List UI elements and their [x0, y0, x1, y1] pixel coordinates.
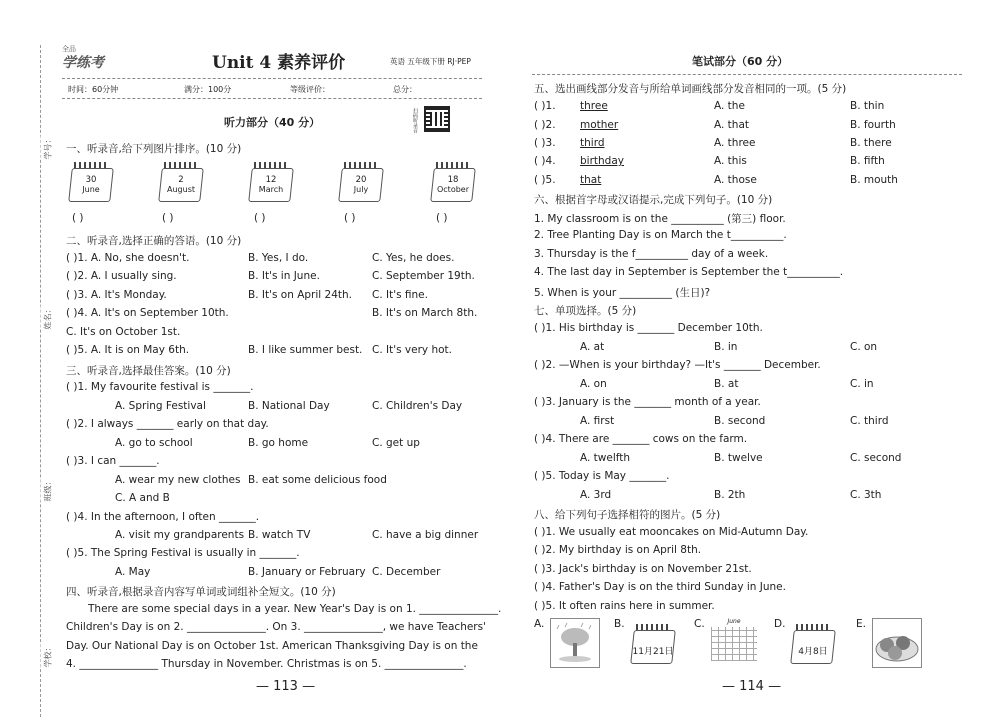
s2-q4: ( )4. A. It's on September 10th.: [66, 307, 229, 319]
time-label: 时间：60分钟: [68, 85, 119, 94]
pic-label-e: E.: [856, 618, 866, 630]
gutter-name: 姓名：: [41, 306, 56, 330]
calendar-1: 30 June: [68, 160, 114, 204]
s6-q3: 3. Thursday is the f__________ day of a week.: [534, 248, 769, 260]
logo: 学练考: [62, 55, 104, 71]
pic-label-b: B.: [614, 618, 625, 630]
gutter-school: 学校：: [41, 644, 56, 668]
section-3-heading: 三、听录音,选择最佳答案。(10 分): [66, 365, 231, 377]
s8-q5: ( )5. It often rains here in summer.: [534, 600, 715, 612]
s8-q1: ( )1. We usually eat mooncakes on Mid-Autumn Day.: [534, 526, 809, 538]
s2-q3: ( )3. A. It's Monday.: [66, 289, 167, 301]
section-2-heading: 二、听录音,选择正确的答语。(10 分): [66, 235, 242, 247]
s7-q2: ( )2. —When is your birthday? —It's _______ December.: [534, 359, 821, 371]
s2-q1: ( )1. A. No, she doesn't.: [66, 252, 190, 264]
s5-word-3: third: [580, 137, 605, 149]
s2-q5: ( )5. A. It is on May 6th.: [66, 344, 190, 356]
s8-q2: ( )2. My birthday is on April 8th.: [534, 544, 702, 556]
written-title: 笔试部分（60 分）: [692, 55, 789, 68]
answer-blank-4[interactable]: ( ): [344, 212, 356, 224]
calendar-june-image: June: [708, 618, 760, 666]
passage-line-4: 4. _______________ Thursday in November. Christmas is on 5. _______________.: [66, 658, 467, 670]
calendar-5: 18 October: [430, 160, 476, 204]
s6-q2: 2. Tree Planting Day is on March the t__________.: [534, 229, 787, 241]
mooncakes-image: [872, 618, 922, 668]
s2-q2: ( )2. A. I usually sing.: [66, 270, 177, 282]
s2-q4-c: C. It's on October 1st.: [66, 326, 181, 338]
passage-line-1: There are some special days in a year. New Year's Day is on 1. _______________.: [88, 603, 502, 615]
s5-word-4: birthday: [580, 155, 624, 167]
s5-word-2: mother: [580, 119, 619, 131]
s7-q4: ( )4. There are _______ cows on the farm.: [534, 433, 748, 445]
calendar-2: 2 August: [158, 160, 204, 204]
calendar-3: 12 March: [248, 160, 294, 204]
section-5-heading: 五、选出画线部分发音与所给单词画线部分发音相同的一项。(5 分): [534, 83, 847, 95]
s6-q4: 4. The last day in September is September the t__________.: [534, 266, 844, 278]
calendar-nov21-image: 11月21日: [630, 622, 678, 668]
right-page: 笔试部分（60 分） 五、选出画线部分发音与所给单词画线部分发音相同的一项。(5 分) ( )1. three A. the B. thin ( )2. mother A. that B. fourth ( )3. third A. three B. there ( )4. birthday A. this B. fifth ( )5. that A. those B. mouth 六、根据首字母或汉语提示,完成下列句子。(10 分) 1. My classroom is on the __________ (第三) floor. 2. Tree Planting Day is on March the t__________. 3. Thursday is the f__________ day of a week. 4. The last day in September is September the t__________. 5. When is your __________ (生日)? 七、单项选择。(5 分) ( )1. His birthday is _______ December 10th. A. at B. in C. on ( )2. —When is your birthday? —It's _______ December. A. on B. at C. in ( )3. January is the _______ month of a year. A. first B. second C. third ( )4. There are _______ cows on the farm. A. twelfth B. twelve C. second ( )5. Today is May _______. A. 3rd B. 2th C. 3th 八、给下列句子选择相符的图片。(5 分) ( )1. We usually eat mooncakes on Mid-Autumn Day. ( )2. My birthday is on April 8th. ( )3. Jack's birthday is on November 21st. ( )4. Father's Day is on the third Sunday in June. ( )5. It often rains here in summer. A. B. 11月21日 C. June D. 4月8日 E. — 114 —: [500, 0, 1000, 722]
s5-word-5: that: [580, 174, 602, 186]
answer-blank-1[interactable]: ( ): [72, 212, 84, 224]
s7-q3: ( )3. January is the _______ month of a year.: [534, 396, 761, 408]
s6-q1: 1. My classroom is on the __________ (第三) floor.: [534, 213, 786, 225]
pic-label-a: A.: [534, 618, 545, 630]
page-number-right: — 114 —: [722, 679, 782, 694]
section-8-heading: 八、给下列句子选择相符的图片。(5 分): [534, 509, 721, 521]
left-page: 学号： 姓名： 班级： 学校： 全品 学练考 Unit 4 素养评价 英语 五年级下册 RJ·PEP 时间：60分钟 满分：100分 等级评价： 总分： 扫码听录音 听力部分（40 分） 一、听录音,给下列图片排序。(10 分) 30 June 2 August 12 March 20 July 18 October ( ) ( ) ( ) ( ) ( ) 二、听录音,选择正确的答语。(10 分) ( )1. A. No, she doesn't. B. Yes, I do. C. Yes, he does. ( )2. A. I usually sing. B. It's in June. C. September 19th. ( )3. A. It's Monday. B. It's on April 24th. C. It's fine. ( )4. A. It's on September 10th. B. It's on March 8th. C. It's on October 1st. ( )5. A. It is on May 6th. B. I like summer best. C. It's very hot. 三、听录音,选择最佳答案。(10 分) ( )1. My favourite festival is _______. A. Spring Festival B. National Day C. Children's Day ( )2. I always _______ early on that day. A. go to school B. go home C. get up ( )3. I can _______. A. wear my new clothes B. eat some delicious food C. A and B ( )4. In the afternoon, I often _______. A. visit my grandparents B. watch TV C. have a big dinner ( )5. The Spring Festival is usually in _______. A. May B. January or February C. December 四、听录音,根据录音内容写单词或词组补全短文。(10 分) There are some special days in a year. New Year's Day is on 1. _______________. Children's Day is on 2. _______________. On 3. _______________, we have Teachers' Day. Our National Day is on October 1st. American Thanksgiving Day is on the 4. _______________ Thursday in November. Christmas is on 5. _______________. — 113 —: [0, 0, 500, 722]
s6-q5: 5. When is your __________ (生日)?: [534, 287, 711, 299]
listening-title: 听力部分（40 分）: [224, 116, 321, 129]
book-meta: 英语 五年级下册 RJ·PEP: [390, 57, 471, 66]
calendar-4: 20 July: [338, 160, 384, 204]
section-6-heading: 六、根据首字母或汉语提示,完成下列句子。(10 分): [534, 194, 773, 206]
page-number-left: — 113 —: [256, 679, 316, 694]
grade-label: 等级评价：: [290, 85, 330, 94]
s3-q4: ( )4. In the afternoon, I often _______.: [66, 511, 260, 523]
s5-word-1: three: [580, 100, 608, 112]
logo-small: 全品: [62, 45, 76, 53]
calendar-apr8-image: 4月8日: [790, 622, 838, 668]
s3-q1: ( )1. My favourite festival is _______.: [66, 381, 254, 393]
gutter-student-id: 学号：: [41, 136, 56, 160]
answer-blank-3[interactable]: ( ): [254, 212, 266, 224]
section-4-heading: 四、听录音,根据录音内容写单词或词组补全短文。(10 分): [66, 586, 336, 598]
total-label: 总分：: [393, 85, 417, 94]
s3-q2: ( )2. I always _______ early on that day.: [66, 418, 269, 430]
page-title: Unit 4 素养评价: [212, 53, 346, 73]
section-7-heading: 七、单项选择。(5 分): [534, 305, 637, 317]
pic-label-c: C.: [694, 618, 705, 630]
s7-q5: ( )5. Today is May _______.: [534, 470, 670, 482]
s8-q3: ( )3. Jack's birthday is on November 21st.: [534, 563, 752, 575]
qr-label: 扫码听录音: [412, 108, 418, 133]
pic-label-d: D.: [774, 618, 786, 630]
s8-q4: ( )4. Father's Day is on the third Sunday in June.: [534, 581, 786, 593]
score-label: 满分：100分: [184, 85, 232, 94]
s3-q3: ( )3. I can _______.: [66, 455, 160, 467]
answer-blank-2[interactable]: ( ): [162, 212, 174, 224]
s7-q1: ( )1. His birthday is _______ December 10th.: [534, 322, 763, 334]
qr-code: [424, 106, 450, 132]
s3-q5: ( )5. The Spring Festival is usually in _______.: [66, 547, 300, 559]
section-1-heading: 一、听录音,给下列图片排序。(10 分): [66, 143, 242, 155]
rain-tree-image: [550, 618, 600, 668]
passage-line-2: Children's Day is on 2. _______________. On 3. _______________, we have Teachers': [66, 621, 486, 633]
passage-line-3: Day. Our National Day is on October 1st. American Thanksgiving Day is on the: [66, 640, 478, 652]
answer-blank-5[interactable]: ( ): [436, 212, 448, 224]
gutter-class: 班级：: [41, 478, 56, 502]
